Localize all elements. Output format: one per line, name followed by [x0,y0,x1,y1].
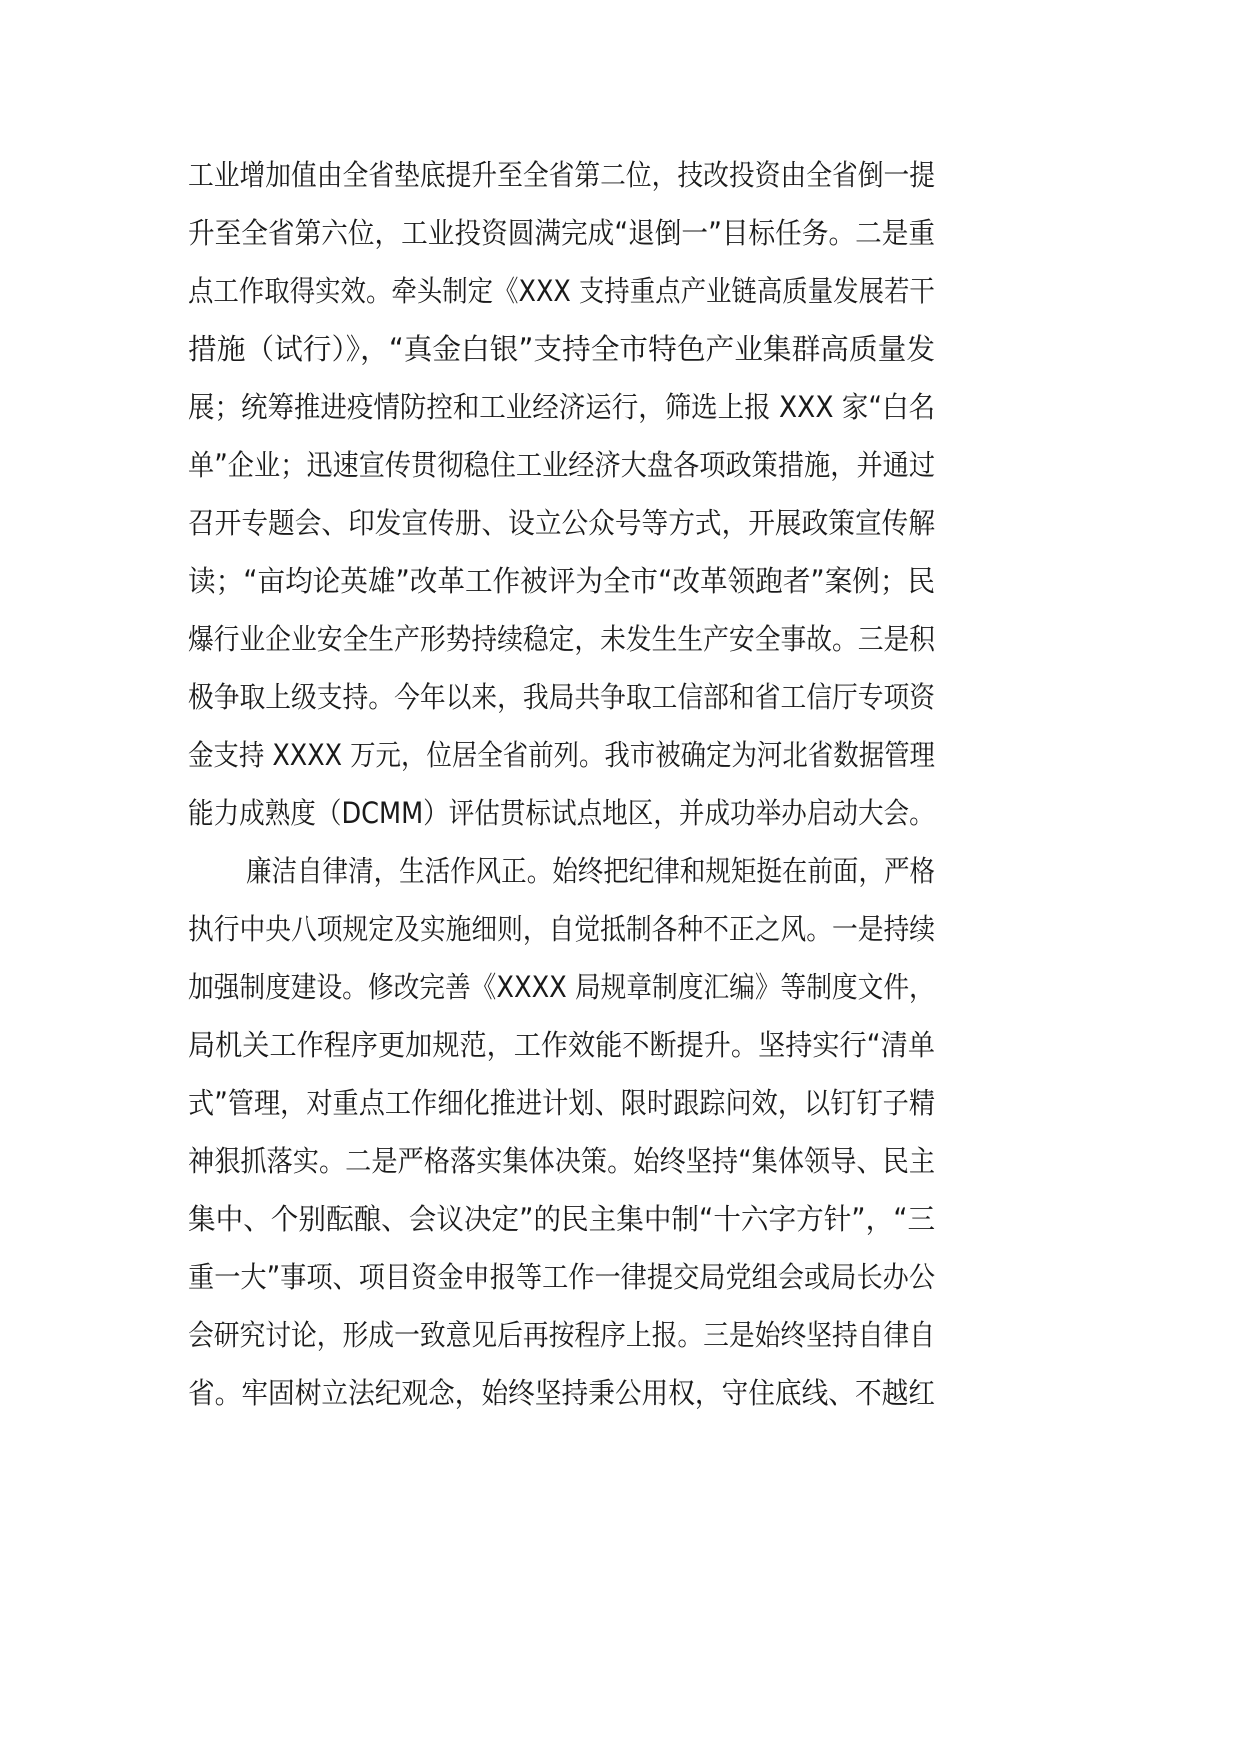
text-line: 极争取上级支持。今年以来，我局共争取工信部和省工信厅专项资 [188,680,936,714]
text-line: 读；“亩均论英雄”改革工作被评为全市“改革领跑者”案例；民 [188,564,936,598]
text-line: 廉洁自律清，生活作风正。始终把纪律和规矩挺在前面，严格 [246,854,936,888]
text-line: 能力成熟度（DCMM）评估贯标试点地区，并成功举办启动大会。 [188,796,935,830]
text-line: 单”企业；迅速宣传贯彻稳住工业经济大盘各项政策措施，并通过 [188,448,936,482]
text-line: 金支持 XXXX 万元，位居全省前列。我市被确定为河北省数据管理 [188,738,935,772]
text-line: 集中、个别酝酿、会议决定”的民主集中制“十六字方针”，“三 [188,1202,936,1236]
text-line: 召开专题会、印发宣传册、设立公众号等方式，开展政策宣传解 [188,506,936,540]
text-line: 局机关工作程序更加规范，工作效能不断提升。坚持实行“清单 [188,1028,936,1062]
text-line: 升至全省第六位，工业投资圆满完成“退倒一”目标任务。二是重 [188,216,936,250]
text-line: 神狠抓落实。二是严格落实集体决策。始终坚持“集体领导、民主 [188,1144,936,1178]
text-line: 会研究讨论，形成一致意见后再按程序上报。三是始终坚持自律自 [188,1318,936,1352]
text-line: 爆行业企业安全生产形势持续稳定，未发生生产安全事故。三是积 [188,622,936,656]
text-line: 式”管理，对重点工作细化推进计划、限时跟踪问效，以钉钉子精 [188,1086,936,1120]
text-line: 省。牢固树立法纪观念，始终坚持秉公用权，守住底线、不越红 [188,1376,936,1410]
text-line: 措施（试行）》，“真金白银”支持全市特色产业集群高质量发 [188,332,936,366]
text-line: 执行中央八项规定及实施细则，自觉抵制各种不正之风。一是持续 [188,912,936,946]
text-line: 展；统筹推进疫情防控和工业经济运行，筛选上报 XXX 家“白名 [188,390,936,424]
text-line: 点工作取得实效。牵头制定《XXX 支持重点产业链高质量发展若干 [188,274,935,308]
text-line: 工业增加值由全省垫底提升至全省第二位，技改投资由全省倒一提 [188,158,936,192]
text-line: 重一大”事项、项目资金申报等工作一律提交局党组会或局长办公 [188,1260,936,1294]
text-line: 加强制度建设。修改完善《XXXX 局规章制度汇编》等制度文件， [188,970,935,1004]
